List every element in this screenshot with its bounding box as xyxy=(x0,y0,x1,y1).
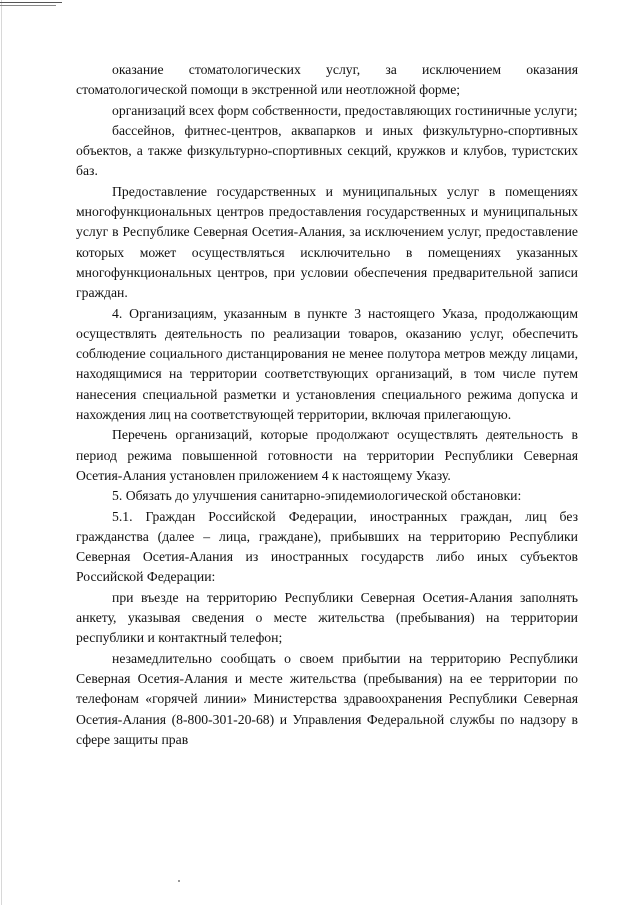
paragraph-multifunctional-centers: Предоставление государственных и муниципальных услуг в помещениях многофункциональных центров предоставления государственных и муниципальных услуг в Республике Северная Осетия-Алания, за исключением услуг, предоставление которых может осуществляться исключительно в помещениях указанных многофункциональных центров, при условии обеспечения предварительной записи граждан. xyxy=(76,183,578,301)
paragraph-sports-facilities: бассейнов, фитнес-центров, аквапарков и иных физкультурно-спортивных объектов, а также физкультурно-спортивных секций, кружков и клубов, туристских баз. xyxy=(76,122,578,179)
document-page xyxy=(76,60,578,750)
paragraph-item-4: 4. Организациям, указанным в пункте 3 настоящего Указа, продолжающим осуществлять деятельность по реализации товаров, оказанию услуг, обеспечить соблюдение социального дистанцирования не менее полутора метров между лицами, находящимися на территории соответствующих организаций, в том числе путем нанесения специальной разметки и установления специального режима допуска и нахождения лиц на соответствующей территории, включая прилегающую. xyxy=(76,305,578,423)
scan-speck xyxy=(178,880,180,882)
paragraph-item-5-1: 5.1. Граждан Российской Федерации, иностранных граждан, лиц без гражданства (далее – лица, граждане), прибывших на территорию Республики Северная Осетия-Алания из иностранных государств либо иных субъектов Российской Федерации: xyxy=(76,508,578,585)
paragraph-item-5: 5. Обязать до улучшения санитарно-эпидемиологической обстановки: xyxy=(112,488,522,504)
paragraph-hotel-services: организаций всех форм собственности, предоставляющих гостиничные услуги; xyxy=(112,102,578,118)
scan-edge-artifact xyxy=(1,0,2,905)
scan-corner-line xyxy=(0,5,56,6)
paragraph-list-of-organizations: Перечень организаций, которые продолжают осуществлять деятельность в период режима повышенной готовности на территории Республики Северная Осетия-Алания установлен приложением 4 к настоящему Указу. xyxy=(76,427,578,483)
paragraph-entry-questionnaire: при въезде на территорию Республики Северная Осетия-Алания заполнять анкету, указывая сведения о месте жительства (пребывания) на территории республики и контактный телефон; xyxy=(76,589,578,646)
scan-corner-line xyxy=(0,2,62,3)
paragraph-report-arrival: незамедлительно сообщать о своем прибытии на территорию Республики Северная Осетия-Алания и месте жительства (пребывания) на ее территории по телефонам «горячей линии» Министерства здравоохранения Республики Северная Осетия-Алания (8-800-301-20-68) и Управления Федеральной службы по надзору в сфере защиты прав xyxy=(76,650,578,747)
paragraph-dental-services: оказание стоматологических услуг, за исключением оказания стоматологической помощи в экстренной или неотложной форме; xyxy=(76,62,578,98)
